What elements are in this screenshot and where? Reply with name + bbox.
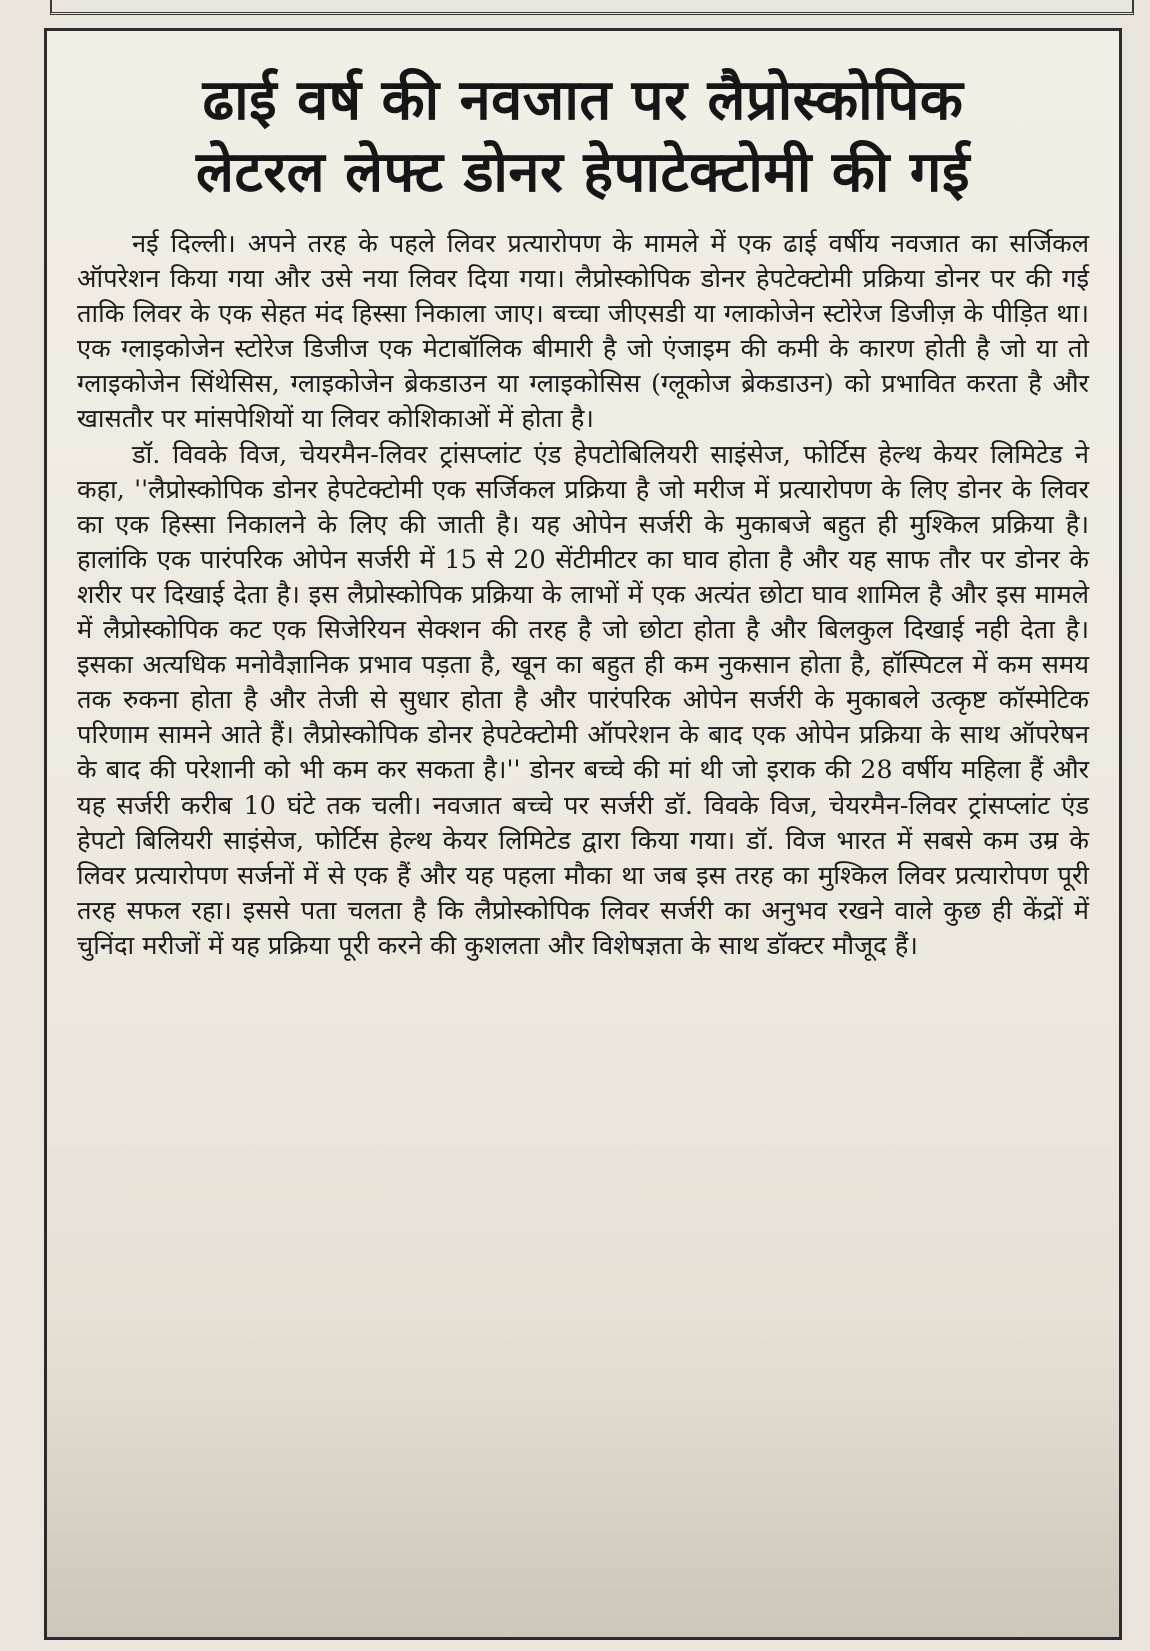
paragraph-2: डॉ. विवके विज, चेयरमैन-लिवर ट्रांसप्लांट एंड हेपटोबिलियरी साइंसेज, फोर्टिस हेल्थ केयर लिमिटेड ने कहा, ''लैप्रोस्कोपिक डोनर हेपटेक्टोमी एक सर्जिकल प्रक्रिया है जो मरीज में प्रत्यारोपण के लिए डोनर के लिवर का एक हिस्सा निकालने के लिए की जाती है। यह ओपेन सर्जरी के मुकाबजे बहुत ही मुश्किल प्रक्रिया है। हालांकि एक पारंपरिक ओपेन सर्जरी में 15 से 20 सेंटीमीटर का घाव होता है और यह साफ तौर पर डोनर के शरीर पर दिखाई देता है। इस लैप्रोस्कोपिक प्रक्रिया के लाभों में एक अत्यंत छोटा घाव शामिल है और इस मामले में लैप्रोस्कोपिक कट एक सिजेरियन सेक्शन की तरह है जो छोटा होता है और बिलकुल दिखाई नही देता है। इसका अत्यधिक मनोवैज्ञानिक प्रभाव पड़ता है, खून का बहुत ही कम नुकसान होता है, हॉस्पिटल में कम समय तक रुकना होता है और तेजी से सुधार होता है और पारंपरिक ओपेन सर्जरी के मुकाबले उत्कृष्ट कॉस्मेटिक परिणाम सामने आते हैं। लैप्रोस्कोपिक डोनर हेपटेक्टोमी ऑपरेशन के बाद एक ओपेन प्रक्रिया के साथ ऑपरेषन के बाद की परेशानी को भी कम कर सकता है।'' डोनर बच्चे की मां थी जो इराक की 28 वर्षीय महिला हैं और यह सर्जरी करीब 10 घंटे तक चली। नवजात बच्चे पर सर्जरी डॉ. विवके विज, चेयरमैन-लिवर ट्रांसप्लांट एंड हेपटो बिलियरी साइंसेज, फोर्टिस हेल्थ केयर लिमिटेड द्वारा किया गया। डॉ. विज भारत में सबसे कम उम्र के लिवर प्रत्यारोपण सर्जनों में से एक हैं और यह पहला मौका था जब इस तरह का मुश्किल लिवर प्रत्यारोपण पूरी तरह सफल रहा। इससे पता चलता है कि लैप्रोस्कोपिक लिवर सर्जरी का अनुभव रखने वाले कुछ ही केंद्रों में चुनिंदा मरीजों में यह प्रक्रिया पूरी करने की कुशलता और विशेषज्ञता के साथ डॉक्टर मौजूद हैं। <box>77 439 1089 961</box>
newspaper-clipping <box>44 28 1122 1640</box>
article-body <box>77 227 1089 964</box>
top-border-rule <box>50 0 1134 15</box>
headline-line-2: लेटरल लेफ्ट डोनर हेपाटेक्टोमी की गई <box>196 140 970 205</box>
headline <box>77 65 1089 209</box>
paragraph-1: नई दिल्ली। अपने तरह के पहले लिवर प्रत्यारोपण के मामले में एक ढाई वर्षीय नवजात का सर्जिकल ऑपरेशन किया गया और उसे नया लिवर दिया गया। लैप्रोस्कोपिक डोनर हेपटेक्टोमी प्रक्रिया डोनर पर की गई ताकि लिवर के एक सेहत मंद हिस्सा निकाला जाए। बच्चा जीएसडी या ग्लाकोजेन स्टोरेज डिजीज़ के पीड़ित था। एक ग्लाइकोजेन स्टोरेज डिजीज एक मेटाबॉलिक बीमारी है जो एंजाइम की कमी के कारण होती है जो या तो ग्लाइकोजेन सिंथेसिस, ग्लाइकोजेन ब्रेकडाउन या ग्लाइकोसिस (ग्लूकोज ब्रेकडाउन) को प्रभावित करता है और खासतौर पर मांसपेशियों या लिवर कोशिकाओं में होता है। <box>77 229 1089 435</box>
headline-line-1: ढाई वर्ष की नवजात पर लैप्रोस्कोपिक <box>202 68 964 133</box>
